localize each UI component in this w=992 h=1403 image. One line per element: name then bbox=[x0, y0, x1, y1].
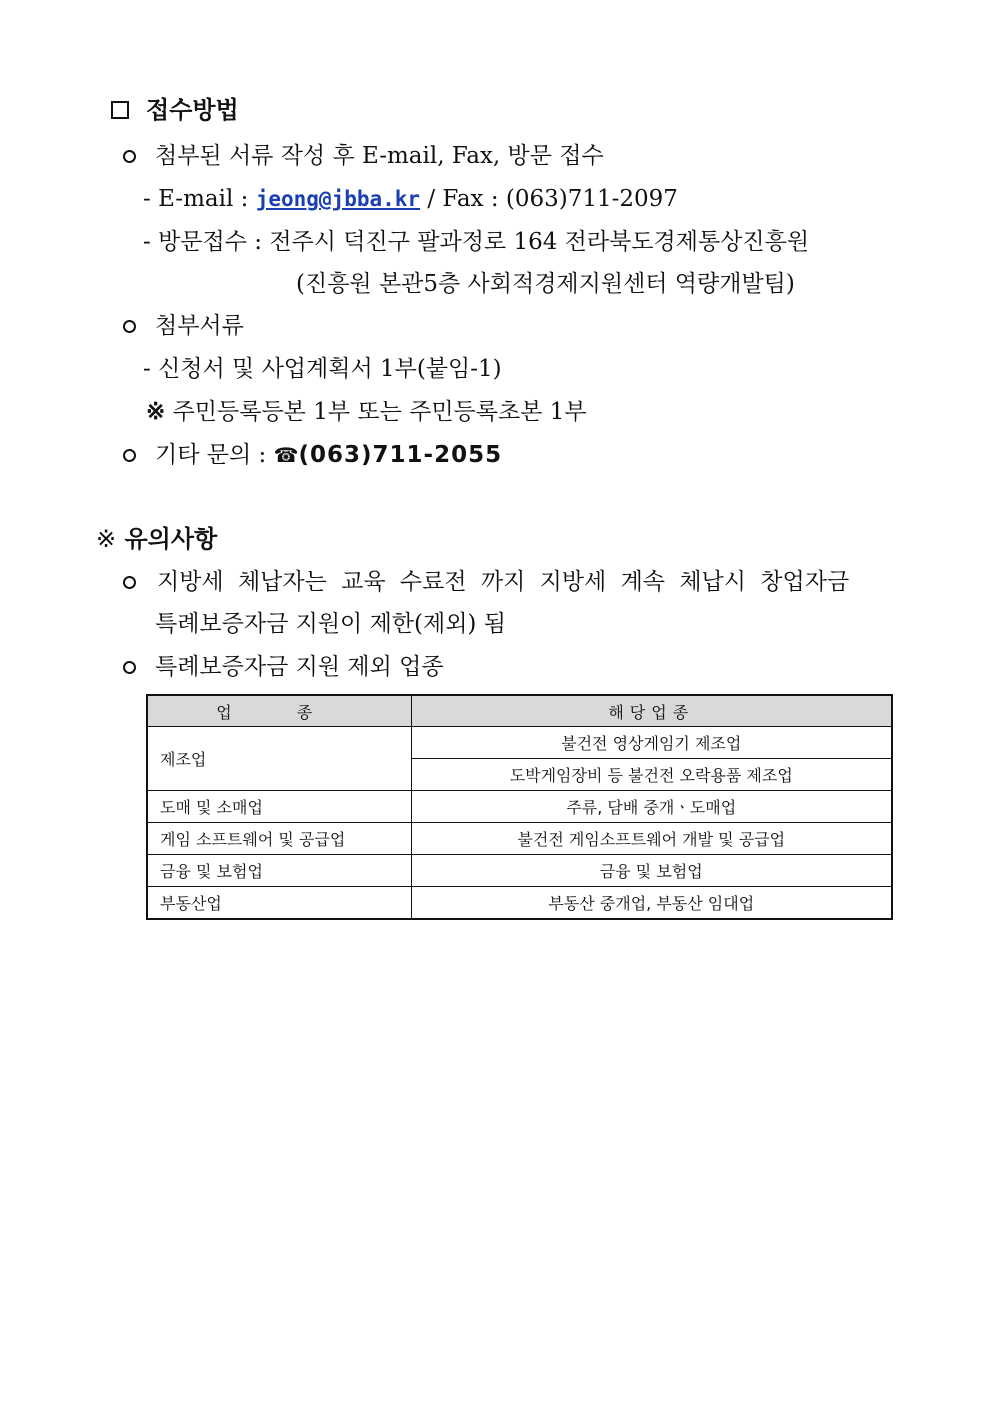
circle-bullet-icon bbox=[123, 661, 136, 674]
category-cell: 부동산업 bbox=[147, 887, 411, 920]
table-row bbox=[147, 791, 892, 823]
table-row bbox=[147, 855, 892, 887]
reference-mark: ※ bbox=[146, 398, 166, 425]
header-industry: 업 종 bbox=[147, 695, 411, 727]
detail-cell: 금융 및 보험업 bbox=[411, 855, 892, 887]
attachments-title: 첨부서류 bbox=[155, 313, 244, 339]
note-tax-text-cont: 특례보증자금 지원이 제한(제외) 됨 bbox=[155, 611, 506, 637]
circle-bullet-icon bbox=[123, 320, 136, 333]
circle-bullet-icon bbox=[123, 150, 136, 163]
reception-method-text: 첨부된 서류 작성 후 E-mail, Fax, 방문 접수 bbox=[155, 143, 604, 169]
detail-cell: 불건전 게임소프트웨어 개발 및 공급업 bbox=[411, 823, 892, 855]
inquiry-label: 기타 문의 : bbox=[155, 442, 274, 468]
category-cell: 제조업 bbox=[147, 727, 411, 791]
inquiry-line bbox=[155, 440, 502, 470]
table-row bbox=[147, 823, 892, 855]
table-row bbox=[147, 887, 892, 920]
excluded-industries-title: 특례보증자금 지원 제외 업종 bbox=[155, 654, 444, 680]
fax-text: / Fax : (063)711-2097 bbox=[420, 186, 678, 212]
section-title-reception: 접수방법 bbox=[146, 96, 239, 124]
phone-number: (063)711-2055 bbox=[298, 442, 503, 468]
email-link[interactable]: jeong@jbba.kr bbox=[255, 187, 421, 211]
reference-mark: ※ bbox=[96, 525, 117, 553]
section-title-notes bbox=[96, 524, 217, 554]
detail-cell: 주류, 담배 중개ㆍ도매업 bbox=[411, 791, 892, 823]
table-header-row bbox=[147, 695, 892, 727]
visit-address-text: - 방문접수 : 전주시 덕진구 팔과정로 164 전라북도경제통상진흥원 bbox=[143, 229, 810, 255]
phone-icon: ☎ bbox=[273, 443, 299, 467]
notes-title: 유의사항 bbox=[124, 525, 218, 553]
email-label: - E-mail : bbox=[143, 186, 256, 212]
detail-cell: 불건전 영상게임기 제조업 bbox=[411, 727, 892, 759]
header-applicable-industry: 해당업종 bbox=[411, 695, 892, 727]
attachment-note-text: 주민등록등본 1부 또는 주민등록초본 1부 bbox=[172, 399, 587, 425]
email-fax-line bbox=[143, 184, 678, 214]
attachment-item-1: - 신청서 및 사업계획서 1부(붙임-1) bbox=[143, 356, 502, 382]
detail-cell: 부동산 중개업, 부동산 임대업 bbox=[411, 887, 892, 920]
category-cell: 도매 및 소매업 bbox=[147, 791, 411, 823]
attachment-note bbox=[146, 397, 587, 427]
circle-bullet-icon bbox=[123, 449, 136, 462]
category-cell: 게임 소프트웨어 및 공급업 bbox=[147, 823, 411, 855]
excluded-industries-table bbox=[146, 694, 893, 920]
table-row bbox=[147, 727, 892, 759]
circle-bullet-icon bbox=[123, 576, 136, 589]
note-tax-text: 지방세 체납자는 교육 수료전 까지 지방세 계속 체납시 창업자금 bbox=[157, 569, 850, 595]
checkbox-square-icon bbox=[111, 101, 129, 119]
category-cell: 금융 및 보험업 bbox=[147, 855, 411, 887]
detail-cell: 도박게임장비 등 불건전 오락용품 제조업 bbox=[411, 759, 892, 791]
visit-address-detail: (진흥원 본관5층 사회적경제지원센터 역량개발팀) bbox=[296, 271, 795, 297]
